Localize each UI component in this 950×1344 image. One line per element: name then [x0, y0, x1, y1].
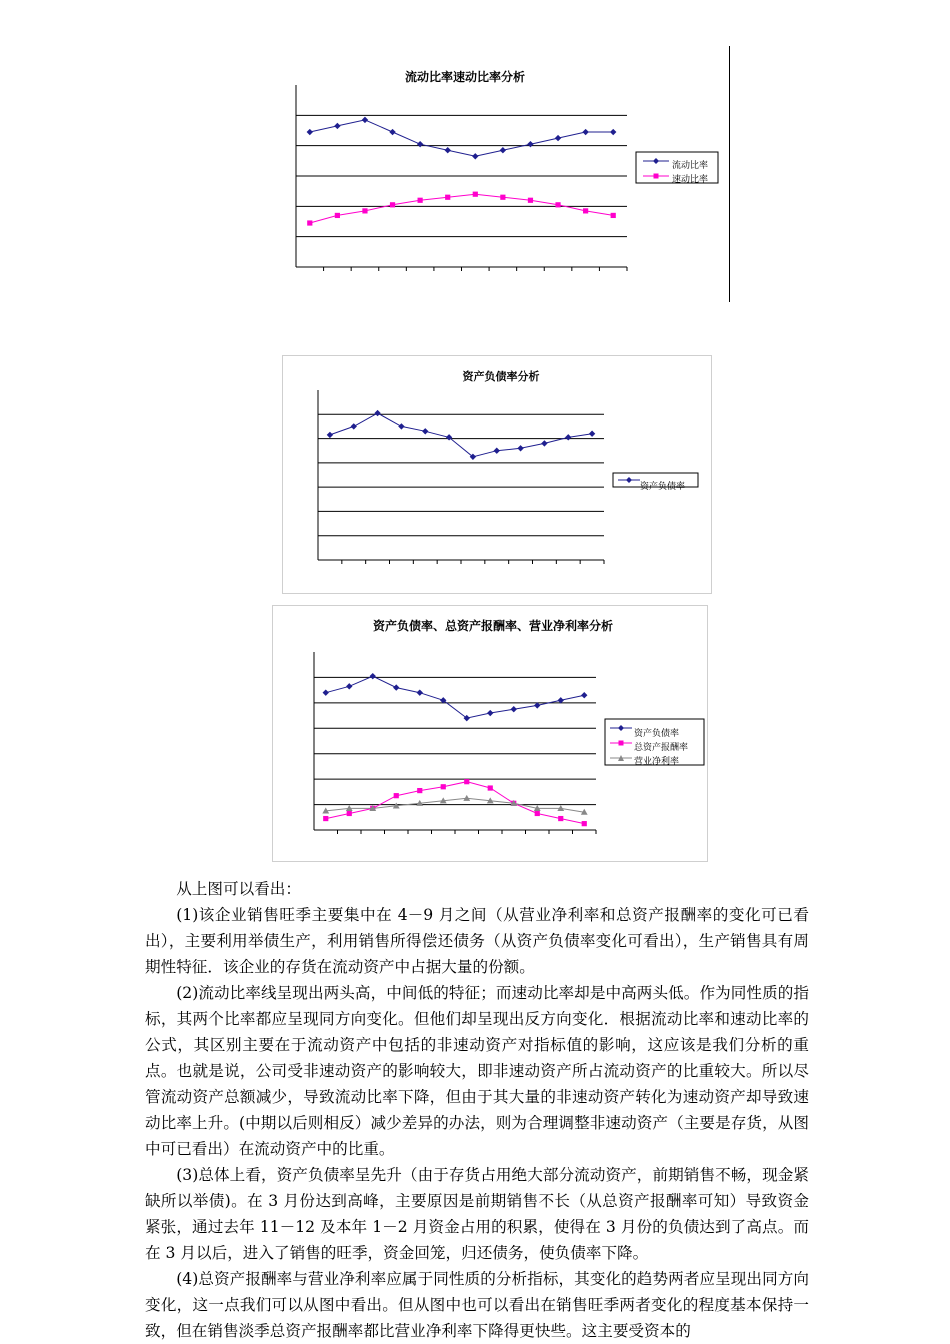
chart-title: 资产负债率分析: [462, 370, 540, 383]
data-point-square: [500, 195, 505, 200]
paragraph-3: (3)总体上看，资产负债率呈先升（由于存货占用绝大部分流动资产，前期销售不畅，现金紧缺所以举债)。在 3 月份达到高峰，主要原因是前期销售不长（从总资产报酬率可知）导致资金紧张，通过去年 11－12 及本年 1－2 月资金占用的积累，使得在 3 月份的负债达到了高点。而在 3 月以后，进入了销售的旺季，资金回笼，归还债务，使负债率下降。: [145, 1166, 809, 1262]
data-point-diamond: [589, 431, 595, 437]
paragraph-4: (4)总资产报酬率与营业净利率应属于同性质的分析指标，其变化的趋势两者应呈现出同方向变化，这一点我们可以从图中看出。但从图中也可以看出在销售旺季两者变化的程度基本保持一致，但在销售淡季总资产报酬率都比营业净利率下降得更快些。这主要受资本的: [145, 1270, 809, 1340]
legend-label: 营业净利率: [634, 757, 680, 767]
data-point-diamond: [393, 684, 399, 690]
current-quick-ratio-chart: [250, 60, 730, 280]
data-point-square: [582, 821, 587, 826]
data-point-square: [558, 816, 563, 821]
data-point-diamond: [445, 147, 451, 153]
data-point-diamond: [307, 129, 313, 135]
data-point-diamond: [327, 432, 333, 438]
data-point-square: [417, 788, 422, 793]
data-point-diamond: [565, 434, 571, 440]
legend-square-marker: [654, 174, 659, 179]
paragraph-1: (1)该企业销售旺季主要集中在 4－9 月之间（从营业净利率和总资产报酬率的变化可已看出），主要利用举债生产，利用销售所得偿还债务（从资产负债率变化可看出），生产销售具有周期性特征．该企业的存货在流动资产中占据大量的份额。: [145, 906, 809, 976]
paragraph-2: (2)流动比率线呈现出两头高，中间低的特征；而速动比率却是中高两头低。作为同性质的指标，其两个比率都应呈现同方向变化。但他们却呈现出反方向变化．根据流动比率和速动比率的公式，其区别主要在于流动资产中包括的非速动资产对指标值的影响，这应该是我们分析的重点。也就是说，公司受非速动资产的影响较大，即非速动资产所占流动资产的比重较大。所以尽管流动资产总额减少，导致流动比率下降，但由于其大量的非速动资产转化为速动资产却导致速动比率上升。(中期以后则相反）减少差异的办法，则为合理调整非速动资产（主要是存货，从图中可已看出）在流动资产中的比重。: [145, 984, 809, 1158]
data-point-square: [473, 192, 478, 197]
data-point-square: [445, 195, 450, 200]
data-point-diamond: [610, 129, 616, 135]
chart-title: 流动比率速动比率分析: [404, 70, 526, 84]
data-point-diamond: [362, 117, 368, 123]
data-point-diamond: [351, 423, 357, 429]
data-point-square: [335, 213, 340, 218]
legend-label: 流动比率: [672, 161, 709, 171]
data-point-square: [528, 198, 533, 203]
data-point-square: [535, 811, 540, 816]
intro-paragraph: 从上图可以看出：: [176, 880, 301, 898]
data-point-square: [418, 198, 423, 203]
data-point-diamond: [527, 141, 533, 147]
series-line: [330, 413, 592, 457]
legend-label: 资产负债率: [640, 482, 686, 492]
chart-legend: [636, 152, 718, 185]
data-point-diamond: [334, 123, 340, 129]
data-point-diamond: [511, 706, 517, 712]
legend-label: 总资产报酬率: [634, 743, 689, 753]
data-point-square: [464, 779, 469, 784]
debt-return-margin-chart: [272, 605, 712, 863]
data-point-diamond: [346, 683, 352, 689]
data-point-diamond: [417, 141, 423, 147]
data-point-diamond: [323, 689, 329, 695]
legend-square-marker: [619, 741, 624, 746]
data-point-diamond: [494, 448, 500, 454]
data-point-diamond: [422, 428, 428, 434]
data-point-square: [488, 785, 493, 790]
data-point-square: [611, 213, 616, 218]
debt-ratio-chart: [282, 355, 712, 595]
data-point-square: [347, 811, 352, 816]
data-point-square: [441, 784, 446, 789]
data-point-diamond: [417, 689, 423, 695]
data-point-diamond: [500, 147, 506, 153]
chart-title: 资产负债率、总资产报酬率、营业净利率分析: [372, 619, 614, 633]
data-point-square: [307, 220, 312, 225]
data-point-diamond: [582, 129, 588, 135]
data-point-diamond: [370, 673, 376, 679]
series-line: [326, 676, 585, 718]
data-point-square: [323, 816, 328, 821]
data-point-square: [583, 208, 588, 213]
data-point-diamond: [398, 423, 404, 429]
legend-label: 速动比率: [672, 175, 709, 185]
data-point-diamond: [472, 153, 478, 159]
legend-label: 资产负债率: [634, 729, 680, 739]
data-point-diamond: [374, 410, 380, 416]
series-line: [310, 194, 613, 223]
data-point-diamond: [555, 135, 561, 141]
series-line: [326, 782, 585, 824]
analysis-text: [145, 876, 809, 1344]
data-point-diamond: [581, 692, 587, 698]
data-point-square: [555, 202, 560, 207]
data-point-square: [394, 793, 399, 798]
data-point-diamond: [541, 440, 547, 446]
data-point-diamond: [389, 129, 395, 135]
data-point-square: [390, 202, 395, 207]
chart-legend: [613, 473, 698, 492]
data-point-diamond: [517, 445, 523, 451]
chart-legend: [605, 719, 704, 767]
data-point-triangle: [463, 795, 470, 801]
data-point-square: [362, 208, 367, 213]
data-point-diamond: [487, 710, 493, 716]
series-line: [310, 120, 613, 156]
